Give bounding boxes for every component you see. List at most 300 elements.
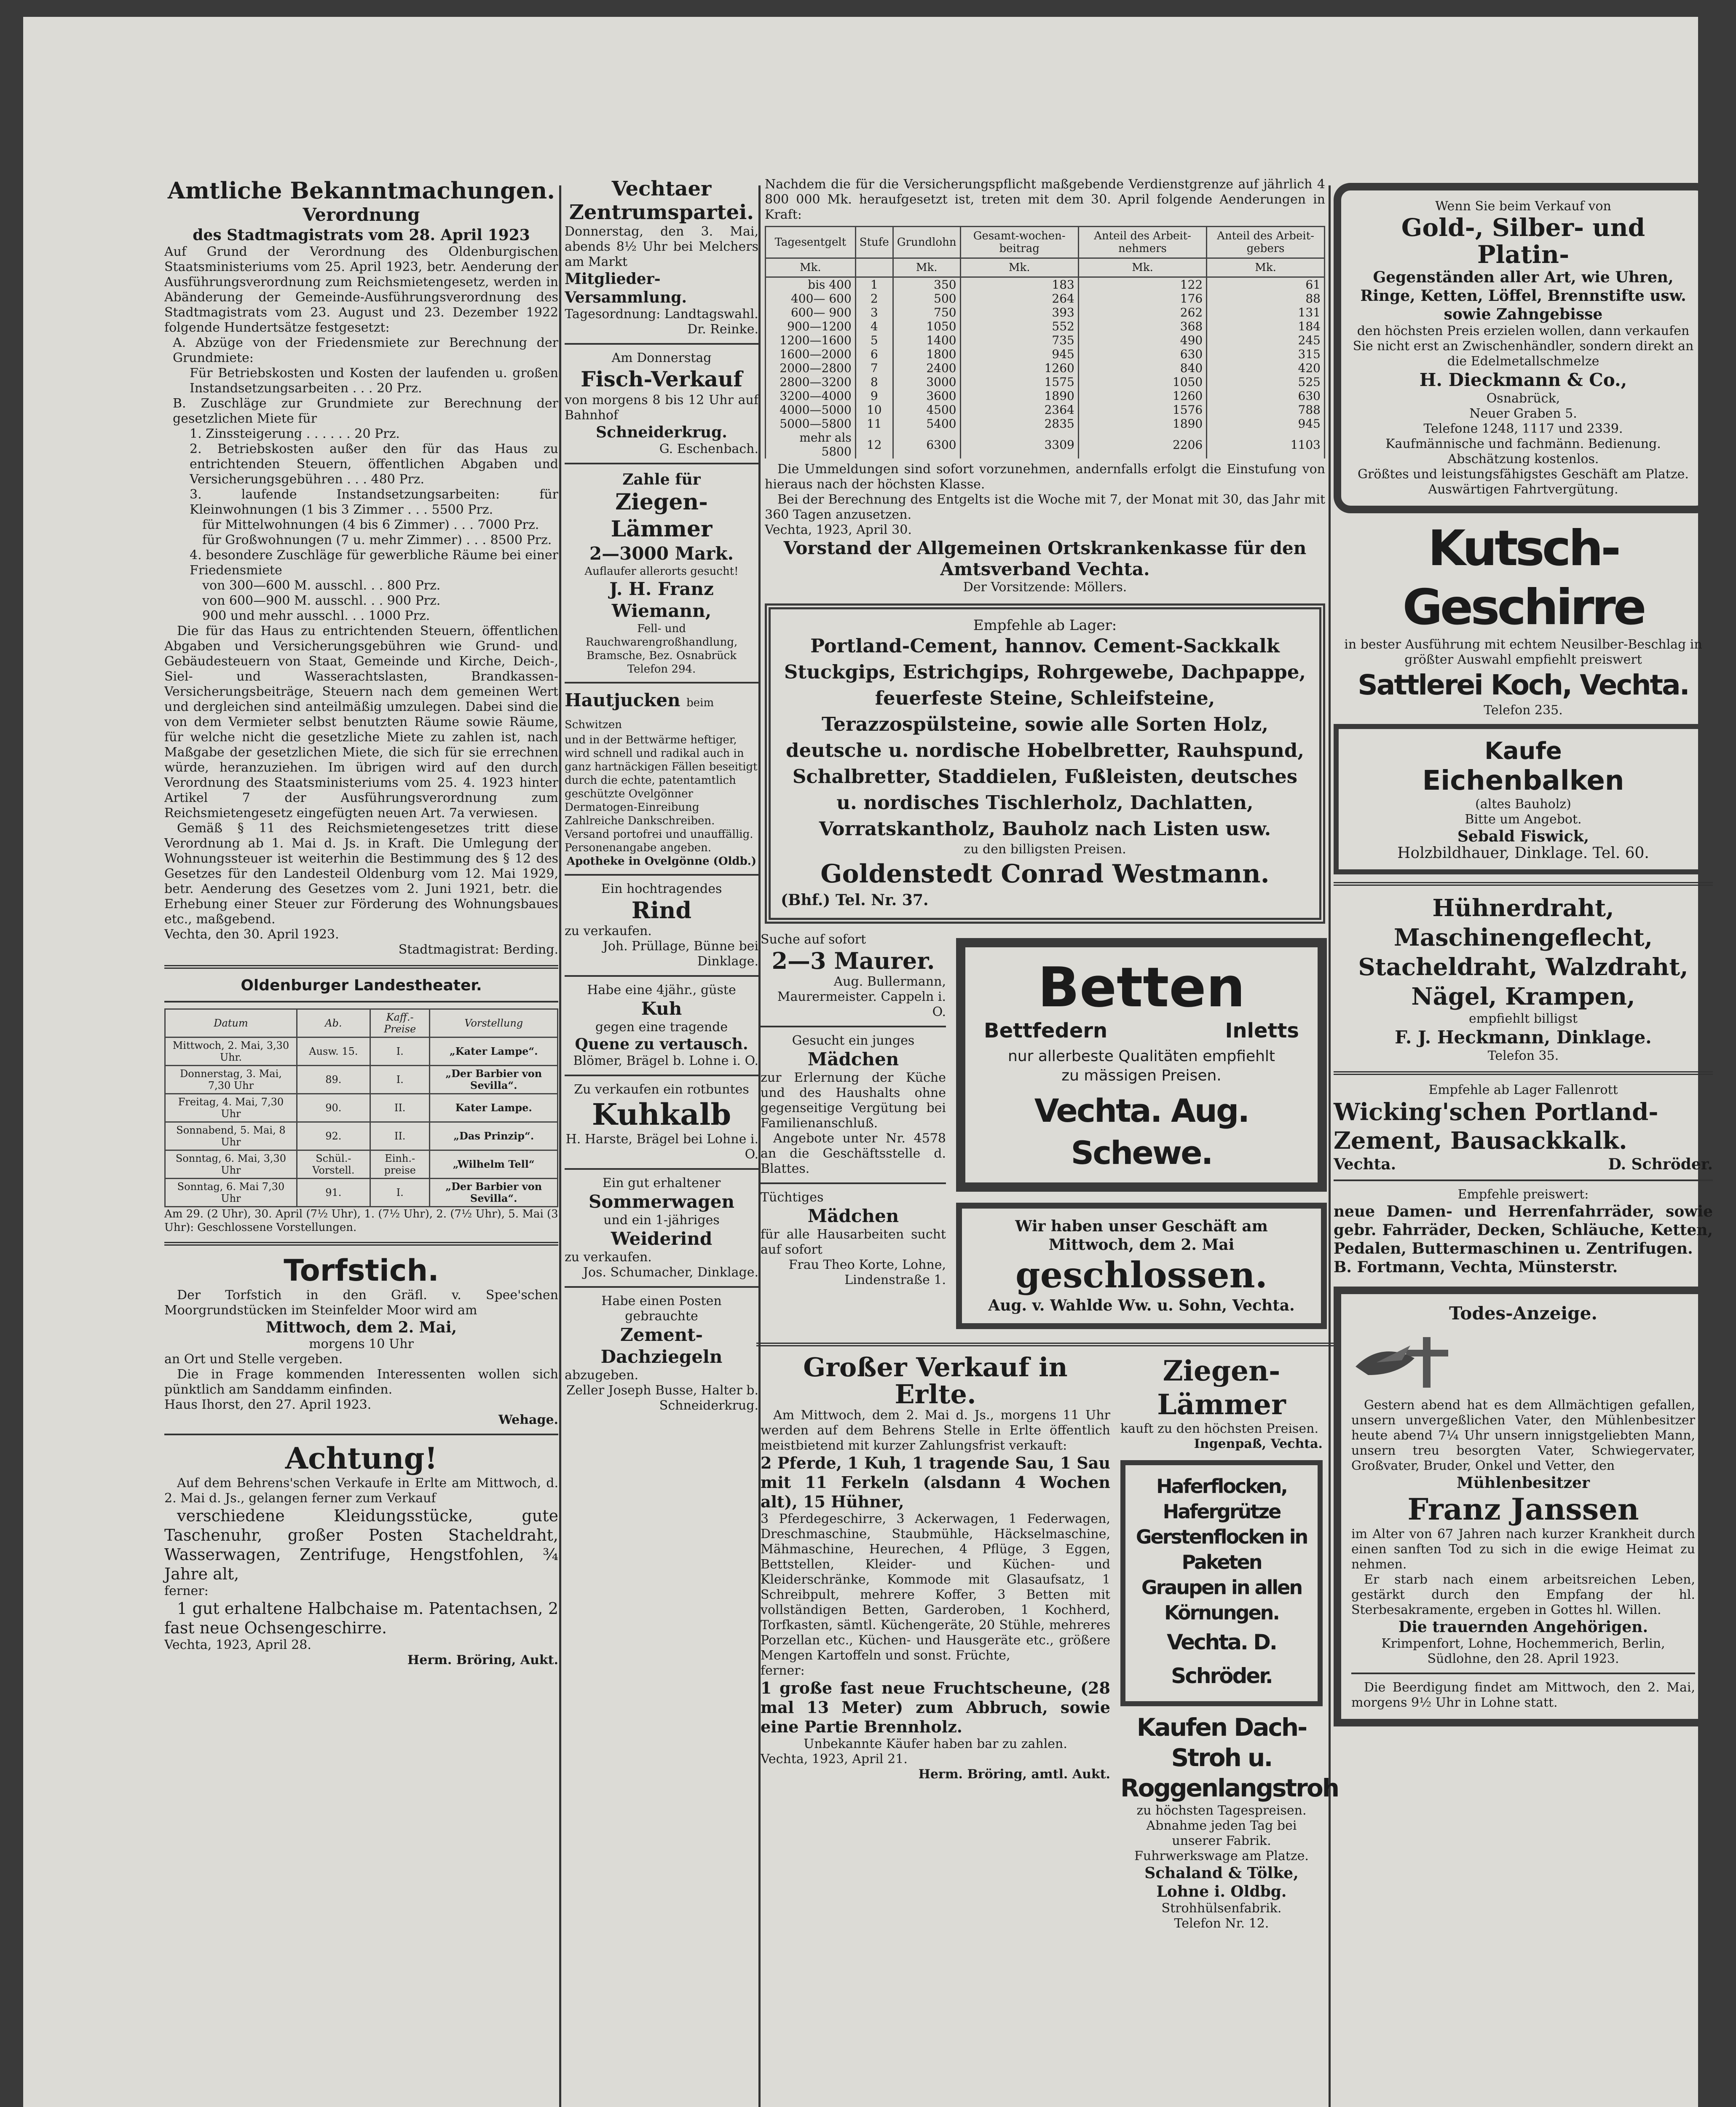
tarif-org: Vorstand der Allgemeinen Ortskrankenkasse für den Amtsverband Vechta.: [783, 538, 1307, 579]
table-cell: bis 400: [766, 277, 856, 292]
table-cell: 500: [893, 292, 960, 306]
table-cell: 945: [960, 347, 1078, 361]
divider: [565, 874, 758, 876]
erlte-sign: Herm. Bröring, amtl. Aukt.: [918, 1767, 1110, 1782]
table-cell: 122: [1078, 277, 1206, 292]
zentrum-title: Vechtaer Zentrumspartei.: [569, 177, 754, 224]
table-header-cell: Datum: [165, 1009, 297, 1037]
divider: [1334, 1071, 1713, 1075]
cement-tel: (Bhf.) Tel. Nr. 37.: [781, 891, 929, 909]
table-cell: 3309: [960, 431, 1078, 458]
table-cell: 5000—5800: [766, 417, 856, 431]
todes-text-3: Er starb nach einem arbeitsreichen Leben, gestärkt durch den Empfang der hl. Sterbesakramente, ergeben in Gottes hl. Willen.: [1351, 1572, 1695, 1617]
table-cell: 89.: [297, 1066, 370, 1094]
stroh-desc: Strohhülsenfabrik.: [1161, 1901, 1282, 1916]
ziegen-note: Auflaufer allerorts gesucht!: [584, 565, 739, 578]
kutsch-name: Sattlerei Koch, Vechta.: [1358, 669, 1689, 701]
table-row: [766, 375, 1325, 389]
divider: [761, 1026, 946, 1027]
table-unit: Mk.: [960, 258, 1078, 277]
table-row: [165, 1094, 558, 1122]
table-cell: 5400: [893, 417, 960, 431]
zentrum-ad: [565, 177, 758, 337]
ziegen-tel: Telefon 294.: [627, 663, 696, 676]
todes-role: Mühlenbesitzer: [1457, 1474, 1590, 1492]
table-cell: 3: [855, 306, 893, 319]
table-cell: 183: [960, 277, 1078, 292]
column-2: [565, 177, 758, 1413]
table-header-cell: Grundlohn: [893, 227, 960, 258]
table-row: [766, 361, 1325, 375]
official-title: Amtliche Bekanntmachungen.: [167, 177, 555, 204]
eiche-text: Bitte um Angebot.: [1465, 812, 1582, 827]
fisch-pre: Am Donnerstag: [611, 351, 712, 365]
table-cell: 131: [1207, 306, 1325, 319]
tarif-place: Vechta, 1923, April 30.: [765, 523, 912, 537]
table-cell: 7: [855, 361, 893, 375]
official-item: 2. Betriebskosten außer den für das Haus zu entrichtenden Steuern, öffentlichen Abgaben und Versicherungsgebühren . . . 480 Prz.: [190, 442, 558, 487]
table-cell: 900—1200: [766, 319, 856, 333]
todes-title: Todes-Anzeige.: [1449, 1303, 1597, 1324]
haut-side: beim Schwitzen: [565, 697, 714, 731]
achtung-ad: [164, 1441, 558, 1668]
fisch-text: von morgens 8 bis 12 Uhr auf Bahnhof: [565, 393, 758, 423]
table-cell: „Der Barbier von Sevilla“.: [430, 1066, 558, 1094]
table-cell: 1576: [1078, 403, 1206, 417]
column-1: [164, 177, 558, 1668]
table-cell: 10: [855, 403, 893, 417]
zement-sign: Zeller Joseph Busse, Halter b. Schneiderkrug.: [566, 1383, 758, 1413]
table-cell: Sonnabend, 5. Mai, 8 Uhr: [165, 1122, 297, 1150]
cement-text: Portland-Cement, hannov. Cement-Sackkalk Stuckgips, Estrichgips, Rohrgewebe, Dachpappe, feuerfeste Steine, Schleifsteine, Terazzospülsteine, sowie alle Sorten Holz, deutsche u. nordische Hobelbretter, Rauhspund, Schalbretter, Staddielen, Fußleisten, deutsches u. nordisches Tischlerholz, Dachlatten, Vorratskantholz, Bauholz nach Listen usw.: [784, 635, 1306, 840]
theater-title: Oldenburger Landestheater.: [241, 977, 482, 994]
achtung-items-2: 1 gut erhaltene Halbchaise m. Patentachsen, 2 fast neue Ochsengeschirre.: [164, 1599, 558, 1637]
erlte-ferner: ferner:: [761, 1663, 805, 1678]
divider: [1334, 1179, 1713, 1181]
table-cell: 61: [1207, 277, 1325, 292]
table-cell: 8: [855, 375, 893, 389]
maedchen1-title: Mädchen: [807, 1049, 899, 1070]
table-cell: 91.: [297, 1179, 370, 1207]
bottom-right-col: [1120, 1354, 1338, 1931]
table-cell: 1600—2000: [766, 347, 856, 361]
official-body: Die für das Haus zu entrichtenden Steuern, öffentlichen Abgaben und Versicherungsgebühren wie Grund- und Gebäudesteuern von Staat, Gemeinde und Kirche, Deich-, Siel- und Wasserachtslasten, Brandkassen-Versicherungsbeiträge, Steuern nach dem gemeinen Wert und dergleichen sind anteilmäßig umzulegen. Dabei sind die von dem Vermieter selbst benutzten Räume sowie Räume, für welche nicht die gesetzliche Miete zu zahlen ist, nach Maßgabe der gesetzlichen Miete, die sich für sie errechnen würde, heranzuziehen. Im übrigen wird auf den durch Verordnung des Staatsministeriums vom 25. 4. 1923 hinter Artikel 7 der Ausführungsverordnung zum Reichsmietengesetz eingefügten neuen Art. 7a verwiesen.: [164, 624, 558, 820]
theater-ad: [164, 976, 558, 1234]
table-cell: 1103: [1207, 431, 1325, 458]
kuh-title: Kuh: [641, 998, 682, 1019]
zement5-sign: [1334, 1155, 1713, 1174]
table-header-cell: Vorstellung: [430, 1009, 558, 1037]
divider: [565, 343, 758, 345]
table-unit: Mk.: [1078, 258, 1206, 277]
official-item: 4. besondere Zuschläge für gewerbliche Räume bei einer Friedensmiete: [190, 548, 558, 578]
table-cell: 735: [960, 333, 1078, 347]
stroh-text: zu höchsten Tagespreisen. Abnahme jeden Tag bei unserer Fabrik. Fuhrwerkswage am Platze.: [1134, 1803, 1309, 1863]
todes-sign: Die trauernden Angehörigen.: [1398, 1618, 1648, 1636]
kuh-ad: [565, 983, 758, 1069]
table-row: [165, 1037, 558, 1066]
table-cell: I.: [370, 1037, 430, 1066]
erlte-ad: [761, 1354, 1110, 1931]
zentrum-event: Mitglieder-Versammlung.: [565, 270, 687, 306]
draht-ad: [1334, 893, 1713, 1064]
achtung-items: verschiedene Kleidungsstücke, gute Taschenuhr, großer Posten Stacheldraht, Wasserwagen, Zentrifuge, Hengstfohlen, ¾ Jahre alt,: [164, 1507, 558, 1583]
table-cell: 2364: [960, 403, 1078, 417]
table-cell: 1575: [960, 375, 1078, 389]
table-cell: Einh.-preise: [370, 1150, 430, 1179]
table-cell: 1050: [893, 319, 960, 333]
todes-text: Gestern abend hat es dem Allmächtigen gefallen, unsern unvergeßlichen Vater, den Mühlenbesitzer heute abend 7¼ Uhr unsern innigstgeliebten Mann, unsern treu besorgten Vater, Schwiegervater, Großvater, Bruder, Onkel und Vetter, den: [1351, 1398, 1695, 1473]
cement-price: zu den billigsten Preisen.: [964, 842, 1126, 857]
table-units-row: [766, 258, 1325, 277]
official-issuer: des Stadtmagistrats vom 28. April 1923: [193, 226, 530, 244]
table-header-cell: Gesamt-wochen-beitrag: [960, 227, 1078, 258]
rind-pre: Ein hochtragendes: [601, 882, 722, 896]
todes-places: Krimpenfort, Lohne, Hochemmerich, Berlin, Südlohne, den 28. April 1923.: [1381, 1636, 1665, 1666]
maedchen1-pre: Gesucht ein junges: [792, 1033, 915, 1048]
erlte-items: 2 Pferde, 1 Kuh, 1 tragende Sau, 1 Sau mit 11 Ferkeln (alsdann 4 Wochen alt), 15 Hühner,: [761, 1453, 1110, 1511]
official-item: A. Abzüge von der Friedensmiete zur Berechnung der Grundmiete:: [173, 335, 558, 365]
table-cell: 6: [855, 347, 893, 361]
ziegen-name: J. H. Franz Wiemann,: [609, 579, 714, 621]
table-unit: Mk.: [893, 258, 960, 277]
ziegen-addr: Bramsche, Bez. Osnabrück: [586, 649, 737, 662]
erlte-place: Vechta, 1923, April 21.: [761, 1752, 908, 1767]
zentrum-agenda: Tagesordnung: Landtagswahl.: [565, 307, 758, 322]
sommer-title: Sommerwagen: [588, 1191, 735, 1212]
torfstich-date: Mittwoch, dem 2. Mai,: [265, 1319, 457, 1336]
achtung-ferner: ferner:: [164, 1584, 209, 1598]
ziegen2-title: Ziegen-Lämmer: [1157, 1354, 1286, 1421]
table-cell: 262: [1078, 306, 1206, 319]
table-cell: 400— 600: [766, 292, 856, 306]
betten-sub: Bettfedern: [984, 1019, 1108, 1043]
tarif-note-2: Bei der Berechnung des Entgelts ist die Woche mit 7, der Monat mit 30, das Jahr mit 360 Tagen anzusetzen.: [765, 492, 1325, 522]
gold-text-5: Auswärtigen Fahrtvergütung.: [1428, 482, 1618, 497]
zement-title: Zement-Dachziegeln: [600, 1324, 723, 1367]
todes-name: Franz Janssen: [1407, 1492, 1639, 1527]
tarif-table: [765, 226, 1325, 458]
table-cell: 184: [1207, 319, 1325, 333]
table-cell: Kater Lampe.: [430, 1094, 558, 1122]
kuhkalb-sign: H. Harste, Brägel bei Lohne i. O.: [565, 1132, 758, 1162]
zentrum-sign: Dr. Reinke.: [687, 322, 758, 337]
divider: [565, 1075, 758, 1076]
fahrrad-name: B. Fortmann, Vechta, Münsterstr.: [1334, 1258, 1618, 1276]
table-cell: 1400: [893, 333, 960, 347]
table-cell: mehr als 5800: [766, 431, 856, 458]
table-header-cell: Anteil des Arbeit-gebers: [1207, 227, 1325, 258]
todes-ad: [1334, 1287, 1713, 1726]
table-cell: 1800: [893, 347, 960, 361]
official-notice: [164, 177, 558, 957]
achtung-title: Achtung!: [285, 1441, 438, 1476]
ziegen2-sign: Ingenpaß, Vechta.: [1194, 1437, 1323, 1451]
gold-text-3: Kaufmännische und fachmänn. Bedienung. Abschätzung kostenlos.: [1385, 437, 1661, 466]
table-cell: 840: [1078, 361, 1206, 375]
zement5-name-right: D. Schröder.: [1608, 1155, 1713, 1173]
table-cell: 2400: [893, 361, 960, 375]
maedchen2-sign: Frau Theo Korte, Lohne, Lindenstraße 1.: [788, 1257, 946, 1287]
table-header-cell: Kaff.-Preise: [370, 1009, 430, 1037]
table-cell: I.: [370, 1179, 430, 1207]
official-item: für Mittelwohnungen (4 bis 6 Zimmer) . . . 7000 Prz.: [202, 517, 539, 532]
ziegen-desc: Fell- und Rauchwarengroßhandlung,: [585, 622, 738, 649]
gold-pre: Wenn Sie beim Verkauf von: [1435, 199, 1611, 214]
table-cell: 490: [1078, 333, 1206, 347]
torfstich-text: Der Torfstich in den Gräfl. v. Spee'schen Moorgrundstücken im Steinfelder Moor wird am: [164, 1288, 558, 1318]
achtung-place: Vechta, 1923, April 28.: [164, 1638, 311, 1652]
torfstich-place: Haus Ihorst, den 27. April 1923.: [164, 1397, 372, 1412]
todes-text-2: im Alter von 67 Jahren nach kurzer Krankheit durch einen sanften Tod zu sich in die ewige Heimat zu nehmen.: [1351, 1527, 1695, 1572]
table-cell: 2: [855, 292, 893, 306]
fisch-sign: G. Eschenbach.: [659, 442, 758, 456]
table-unit: Mk.: [766, 258, 856, 277]
bottom-row: [756, 1352, 1338, 1931]
official-body-2: Gemäß § 11 des Reichsmietengesetzes tritt diese Verordnung ab 1. Mai d. Js. in Kraft. Die Umlegung der Wohnungssteuer ist weiterhin die Bestimmung des § 12 des Gesetzes für den Landesteil Oldenburg vom 12. Mai 1929, betr. Aenderung des Gesetzes vom 2. Juni 1921, betr. die Erhebung einer Steuer zur Förderung des Wohnungsbaues etc., maßgebend.: [164, 821, 558, 927]
table-cell: 1200—1600: [766, 333, 856, 347]
official-item: Für Betriebskosten und Kosten der laufenden u. großen Instandsetzungsarbeiten . . . 20 Prz.: [190, 366, 558, 396]
gold-addr: Neuer Graben 5.: [1469, 406, 1577, 421]
table-cell: 12: [855, 431, 893, 458]
gold-text-2: den höchsten Preis erzielen wollen, dann verkaufen Sie nicht erst an Zwischenhändler, sondern direkt an die Edelmetallschmelze: [1353, 324, 1694, 369]
gold-title: Gold-, Silber- und Platin-: [1401, 213, 1645, 269]
table-cell: 315: [1207, 347, 1325, 361]
maurer-pre: Suche auf sofort: [761, 932, 866, 947]
table-cell: 6300: [893, 431, 960, 458]
gold-ad: [1334, 183, 1713, 513]
table-cell: „Das Prinzip“.: [430, 1122, 558, 1150]
ziegen-price: 2—3000 Mark.: [589, 543, 734, 564]
table-cell: 2206: [1078, 431, 1206, 458]
divider: [565, 1168, 758, 1170]
table-cell: Donnerstag, 3. Mai, 7,30 Uhr: [165, 1066, 297, 1094]
table-row: [766, 277, 1325, 292]
official-item: B. Zuschläge zur Grundmiete zur Berechnung der gesetzlichen Miete für: [173, 396, 558, 426]
gold-city: Osnabrück,: [1486, 391, 1560, 406]
table-unit: Mk.: [1207, 258, 1325, 277]
column-3-4: [756, 177, 1338, 1931]
betten-text: nur allerbeste Qualitäten empfiehlt zu mässigen Preisen.: [1007, 1048, 1275, 1084]
stroh-ad: [1120, 1712, 1338, 1931]
table-cell: 90.: [297, 1094, 370, 1122]
hafer-line: Haferflocken, Hafergrütze: [1156, 1475, 1287, 1523]
table-header-cell: Tagesentgelt: [766, 227, 856, 258]
stroh-name: Schaland & Tölke, Lohne i. Oldbg.: [1144, 1864, 1299, 1901]
fisch-place: Schneiderkrug.: [596, 424, 727, 441]
eiche-ad: [1334, 724, 1713, 874]
betten-ad: [956, 938, 1327, 1192]
middle-row: [756, 932, 1334, 1335]
maedchen2-text: für alle Hausarbeiten sucht auf sofort: [761, 1227, 946, 1257]
torfstich-sign: Wehage.: [498, 1413, 558, 1427]
table-row: [766, 319, 1325, 333]
achtung-text: Auf dem Behrens'schen Verkaufe in Erlte am Mittwoch, d. 2. Mai d. Js., gelangen ferner zum Verkauf: [164, 1476, 558, 1506]
hafer-name: Vechta. D. Schröder.: [1167, 1630, 1276, 1688]
kutsch-tel: Telefon 235.: [1484, 703, 1563, 718]
zement5-name-left: Vechta.: [1334, 1155, 1396, 1173]
betten-name: Vechta. Aug. Schewe.: [1034, 1092, 1249, 1171]
maurer-ad: [761, 932, 946, 1020]
maedchen1-text: zur Erlernung der Küche und des Haushalts ohne gegenseitige Vergütung bei Familienanschluß.: [761, 1070, 946, 1131]
gold-name: H. Dieckmann & Co.,: [1419, 370, 1627, 390]
sommer-sign: Jos. Schumacher, Dinklage.: [583, 1265, 758, 1280]
kutsch-ad: [1334, 519, 1713, 718]
divider: [565, 463, 758, 464]
table-cell: „Kater Lampe“.: [430, 1037, 558, 1066]
tarif-intro: Nachdem die für die Versicherungspflicht maßgebende Verdienstgrenze auf jährlich 4 800 000 Mk. heraufgesetzt ist, treten mit dem 30. April folgende Aenderungen in Kraft:: [765, 177, 1325, 222]
table-unit: [855, 258, 893, 277]
ziegen-ad: [565, 470, 758, 676]
table-cell: 600— 900: [766, 306, 856, 319]
table-cell: Mittwoch, 2. Mai, 3,30 Uhr.: [165, 1037, 297, 1066]
geschlossen-sign: Aug. v. Wahlde Ww. u. Sohn, Vechta.: [988, 1297, 1295, 1314]
official-item: 900 und mehr ausschl. . . 1000 Prz.: [202, 609, 430, 623]
table-cell: „Wilhelm Tell“: [430, 1150, 558, 1179]
eiche-addr: Holzbildhauer, Dinklage. Tel. 60.: [1397, 844, 1649, 862]
table-cell: 552: [960, 319, 1078, 333]
todes-burial: Die Beerdigung findet am Mittwoch, den 2. Mai, morgens 9½ Uhr in Lohne statt.: [1351, 1680, 1695, 1710]
rind-ad: [565, 882, 758, 969]
haut-ad: [565, 689, 758, 868]
table-cell: 245: [1207, 333, 1325, 347]
table-cell: Freitag, 4. Mai, 7,30 Uhr: [165, 1094, 297, 1122]
table-header-cell: Ab.: [297, 1009, 370, 1037]
zement-pre: Habe einen Posten gebrauchte: [601, 1294, 722, 1324]
divider: [565, 682, 758, 684]
maedchen2-pre: Tüchtiges: [761, 1190, 824, 1205]
betten-sub: Inletts: [1225, 1019, 1299, 1043]
gold-text-4: Größtes und leistungsfähigstes Geschäft am Platze.: [1358, 467, 1689, 482]
table-cell: 4: [855, 319, 893, 333]
torfstich-title: Torfstich.: [284, 1253, 439, 1288]
table-cell: 788: [1207, 403, 1325, 417]
table-cell: 1890: [960, 389, 1078, 403]
kuhkalb-pre: Zu verkaufen ein rotbuntes: [574, 1082, 749, 1097]
stroh-tel: Telefon Nr. 12.: [1174, 1916, 1269, 1931]
table-cell: 350: [893, 277, 960, 292]
table-cell: 1260: [1078, 389, 1206, 403]
table-cell: 1260: [960, 361, 1078, 375]
maedchen2-ad: [761, 1190, 946, 1288]
official-place-date: Vechta, den 30. April 1923.: [164, 927, 339, 942]
draht-title: Hühnerdraht, Maschinengeflecht, Stacheldraht, Walzdraht, Nägel, Krampen,: [1358, 894, 1688, 1011]
draht-text: empfiehlt billigst: [1469, 1011, 1578, 1026]
tarif-note: Die Ummeldungen sind sofort vorzunehmen, andernfalls erfolgt die Einstufung von hieraus nach der höchsten Klasse.: [765, 462, 1325, 492]
table-cell: 5: [855, 333, 893, 347]
zement5-ad: [1334, 1083, 1713, 1174]
erlte-items-3: 1 große fast neue Fruchtscheune, (28 mal 13 Meter) zum Abbruch, sowie eine Partie Brennholz.: [761, 1678, 1110, 1736]
torfstich-text-2: an Ort und Stelle vergeben.: [164, 1352, 343, 1367]
kuh-pre: Habe eine 4jähr., güste: [587, 983, 736, 997]
middle-left-col: [761, 932, 946, 1335]
betten-title: Betten: [1037, 955, 1246, 1019]
sommer-mid: und ein 1-jähriges: [603, 1213, 720, 1228]
divider: [756, 1343, 1334, 1346]
table-cell: 525: [1207, 375, 1325, 389]
table-row: [766, 292, 1325, 306]
table-cell: 88: [1207, 292, 1325, 306]
achtung-sign: Herm. Bröring, Aukt.: [407, 1653, 558, 1667]
table-cell: 393: [960, 306, 1078, 319]
zement-text: abzugeben.: [565, 1368, 638, 1383]
tarif-notice: [756, 177, 1334, 595]
table-cell: Schül.-Vorstell.: [297, 1150, 370, 1179]
column-rule: [559, 185, 561, 2107]
official-item: 1. Zinssteigerung . . . . . . 20 Prz.: [190, 426, 400, 441]
haut-title: [565, 689, 758, 733]
column-5: [1334, 177, 1713, 1732]
torfstich-ad: [164, 1253, 558, 1428]
table-cell: 264: [960, 292, 1078, 306]
ziegen-pre: Zahle für: [622, 471, 701, 488]
divider: [164, 965, 558, 969]
gold-tel: Telefone 1248, 1117 und 2339.: [1423, 421, 1623, 436]
eiche-name: Sebald Fiswick,: [1457, 828, 1589, 845]
kutsch-title: Kutsch-Geschirre: [1402, 520, 1644, 636]
zement5-pre: Empfehle ab Lager Fallenrott: [1428, 1083, 1618, 1097]
official-item: von 600—900 M. ausschl. . . 900 Prz.: [202, 593, 441, 608]
kuhkalb-ad: [565, 1082, 758, 1162]
table-cell: Sonntag, 6. Mai, 3,30 Uhr: [165, 1150, 297, 1179]
table-row: [766, 417, 1325, 431]
table-header-cell: Stufe: [855, 227, 893, 258]
official-item: von 300—600 M. ausschl. . . 800 Prz.: [202, 578, 441, 593]
gold-text: Gegenständen aller Art, wie Uhren, Ringe, Ketten, Löffel, Brennstifte usw. sowie Zahngebisse: [1360, 268, 1686, 323]
fisch-ad: [565, 351, 758, 457]
table-cell: 420: [1207, 361, 1325, 375]
table-cell: 368: [1078, 319, 1206, 333]
table-cell: 3000: [893, 375, 960, 389]
hafer-line: Graupen in allen Körnungen.: [1141, 1576, 1302, 1624]
table-row: [766, 306, 1325, 319]
sommer-ad: [565, 1176, 758, 1280]
table-cell: 750: [893, 306, 960, 319]
rind-sign: Joh. Prüllage, Bünne bei Dinklage.: [603, 939, 758, 969]
erlte-note: Unbekannte Käufer haben bar zu zahlen.: [804, 1737, 1067, 1751]
table-cell: 4000—5000: [766, 403, 856, 417]
table-header: [766, 227, 1325, 258]
betten-subs: [975, 1019, 1307, 1043]
sommer-pre: Ein gut erhaltener: [602, 1176, 721, 1190]
fahrrad-pre: Empfehle preiswert:: [1457, 1187, 1589, 1202]
table-row: [766, 431, 1325, 458]
divider: [565, 975, 758, 977]
table-header-cell: Anteil des Arbeit-nehmers: [1078, 227, 1206, 258]
table-cell: 4500: [893, 403, 960, 417]
official-item: für Großwohnungen (7 u. mehr Zimmer) . . . 8500 Prz.: [202, 533, 552, 547]
divider: [761, 1182, 946, 1184]
table-cell: 3600: [893, 389, 960, 403]
erlte-title: Großer Verkauf in Erlte.: [803, 1352, 1068, 1410]
zement-ad: [565, 1294, 758, 1413]
official-intro: Auf Grund der Verordnung des Oldenburgischen Staatsministeriums vom 25. April 1923, betr. Aenderung der Ausführungsverordnung zum Reichsmietengesetz, werden in Abänderung der Gemeinde-Ausführungsverordnung des Stadtmagistrats vom 23. August und 23. Dezember 1922 folgende Hundertsätze festgesetzt:: [164, 244, 558, 335]
kuh-text: gegen eine tragende: [595, 1020, 728, 1035]
table-cell: 1890: [1078, 417, 1206, 431]
ziegen-title: Ziegen-Lämmer: [611, 489, 713, 542]
rind-text: zu verkaufen.: [565, 924, 652, 938]
sommer-text: zu verkaufen.: [565, 1250, 652, 1265]
middle-right-col: [956, 932, 1327, 1335]
maedchen1-ad: [761, 1033, 946, 1177]
eiche-sub: (altes Bauholz): [1475, 797, 1571, 812]
maedchen2-title: Mädchen: [807, 1206, 899, 1226]
table-cell: 1050: [1078, 375, 1206, 389]
kuh-sign: Blömer, Brägel b. Lohne i. O.: [573, 1054, 758, 1068]
table-row: [165, 1122, 558, 1150]
torfstich-text-3: Die in Frage kommenden Interessenten wollen sich pünktlich am Sanddamm einfinden.: [164, 1367, 558, 1397]
eiche-title: Eichenbalken: [1422, 765, 1624, 796]
